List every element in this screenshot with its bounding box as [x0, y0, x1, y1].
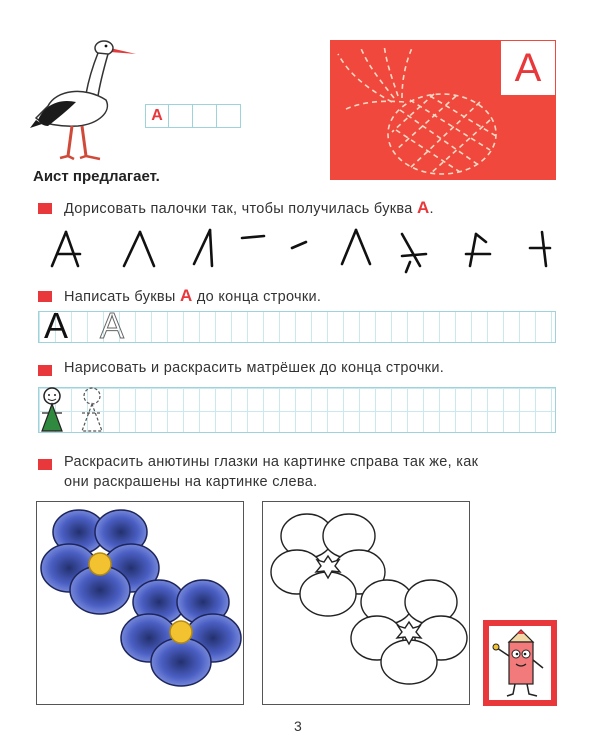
colored-pansies-illustration	[37, 502, 243, 704]
stork-caption: Аист предлагает.	[33, 168, 160, 185]
task-1-instruction	[64, 198, 434, 218]
pineapple-card	[330, 40, 556, 180]
stick-figure-2	[124, 232, 154, 266]
task-2-highlight-letter: А	[179, 286, 193, 305]
writing-sample-letter: А	[44, 305, 69, 346]
task-4-line-2: они раскрашены на картинке слева.	[64, 474, 318, 490]
pansy-outline-2	[351, 580, 467, 684]
task-2-marker	[38, 291, 52, 302]
page-number: 3	[294, 718, 302, 734]
stick-figure-4	[242, 236, 264, 238]
pineapple-letter-badge	[500, 40, 556, 96]
task-1-end: .	[429, 201, 434, 217]
outline-pansies-frame[interactable]	[262, 501, 470, 705]
stick-figures-row[interactable]	[30, 220, 570, 276]
task-1-text: Дорисовать палочки так, чтобы получилась буква	[64, 201, 413, 217]
task-4-line-1: Раскрасить анютины глазки на картинке справа так же, как	[64, 454, 479, 470]
letter-cell-filled	[145, 104, 169, 128]
pineapple-dashed-outline	[330, 40, 500, 180]
stick-figure-9	[530, 232, 550, 266]
task-1-highlight-letter: А	[416, 198, 430, 217]
stick-figure-5	[292, 242, 306, 248]
stick-figure-1	[52, 232, 80, 266]
letter-cell-empty[interactable]	[217, 104, 241, 128]
colored-pansies-frame	[36, 501, 244, 705]
doll-sample-icon	[38, 385, 66, 435]
task-3-instruction: Нарисовать и раскрасить матрёшек до конца строчки.	[64, 360, 445, 376]
doll-grid-row[interactable]	[38, 387, 556, 433]
stork-illustration	[28, 28, 148, 168]
task-3-marker	[38, 365, 52, 376]
task-4-marker	[38, 459, 52, 470]
stick-figure-7	[402, 234, 426, 272]
pencil-mascot-icon	[489, 626, 551, 700]
writing-traced-letter: А	[100, 305, 125, 346]
stick-figure-3	[194, 230, 212, 266]
letter-cell-empty[interactable]	[193, 104, 217, 128]
task-2-instruction	[64, 286, 321, 306]
pineapple-badge-letter: А	[514, 45, 542, 90]
pansy-colored-2	[121, 580, 241, 686]
stick-figure-8	[466, 234, 490, 266]
task-2-text: Написать буквы	[64, 289, 176, 305]
task-2-end: до конца строчки.	[196, 289, 322, 305]
doll-dashed-icon	[78, 385, 106, 435]
outline-pansies-illustration[interactable]	[263, 502, 469, 704]
letter-cell-empty[interactable]	[169, 104, 193, 128]
task-1-marker	[38, 203, 52, 214]
stick-figure-6	[342, 230, 370, 264]
letter-cells	[145, 104, 241, 128]
pencil-mascot-badge	[483, 620, 557, 706]
letter-cell-value: А	[151, 107, 163, 124]
